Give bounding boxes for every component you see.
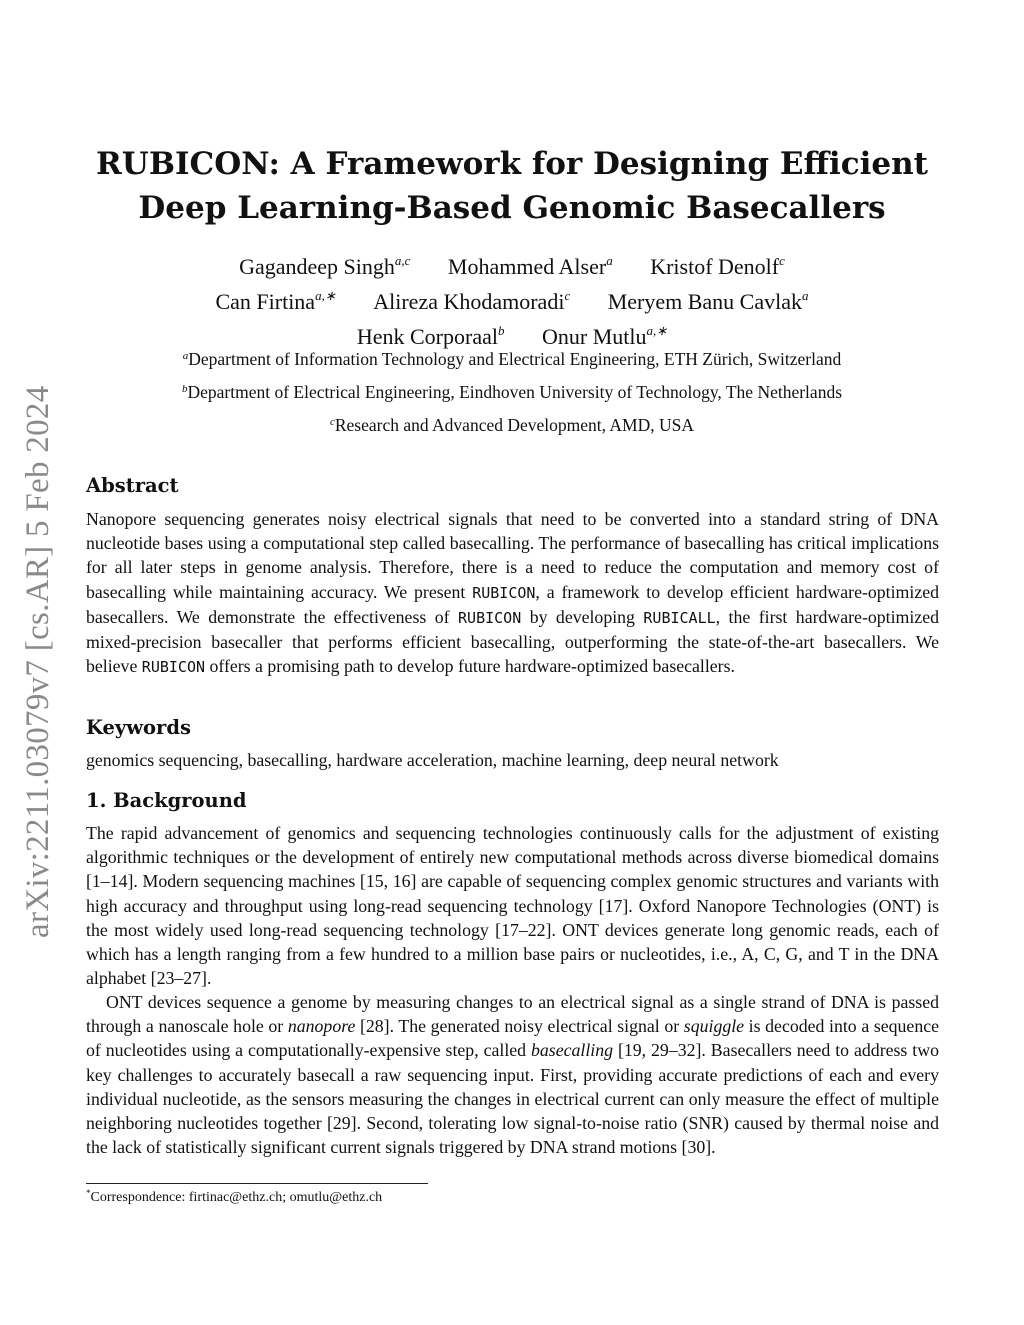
author: Mohammed Alser$^a$ [447,253,613,279]
author: Kristof Denolf$^c$ [650,253,785,279]
affiliation: $^b$Department of Electrical Engineering, Eindhoven University of Technology, The Netherlands [182,382,842,402]
code-term: RUBICALL [643,608,716,627]
code-term: RUBICON [458,608,522,627]
code-term: RUBICON [141,658,206,677]
author-row-2 [100,281,924,316]
author: Gagandeep Singh$^{a,c}$ [239,253,411,279]
arxiv-identifier-stamp: arXiv:2211.03079v7 [cs.AR] 5 Feb 2024 [20,385,56,938]
affiliation: $^a$Department of Information Technology and Electrical Engineering, ETH Zürich, Switzerland [182,349,842,369]
affiliation-list [80,341,944,440]
background-heading: 1. Background [86,789,247,812]
author: Onur Mutlu$^{a,∗}$ [541,323,668,349]
title-line-2: Deep Learning-Based Genomic Basecallers [138,190,886,226]
author: Can Firtina$^{a,∗}$ [215,288,336,314]
paper-title [80,142,944,230]
background-paragraph-1: The rapid advancement of genomics and sequencing technologies continuously calls for the adjustment of existing algorithmic techniques or the development of entirely new computational methods across diverse biomedical domains [1–14]. Modern sequencing machines [15, 16] are capable of sequencing complex genomic structures and variants with high accuracy and throughput using long-read sequencing technology [17]. Oxford Nanopore Technologies (ONT) is the most widely used long-read sequencing technology [17–22]. ONT devices generate long genomic reads, each of which has a length ranging from a few hundred to a million base pairs or nucleotides, i.e., A, C, G, and T in the DNA alphabet [23–27]. [86,823,939,989]
background-paragraph-2: ONT devices sequence a genome by measuring changes to an electrical signal as a single strand of DNA is passed through a nanoscale hole or nanopore [28]. The generated noisy electrical signal or squiggle is decoded into a sequence of nucleotides using a computationally-expensive step, called basecalling [19, 29–32]. Basecallers need to address two key challenges to accurately basecall a raw sequencing input. First, providing accurate predictions of each and every individual nucleotide, as the sensors measuring the changes in electrical current can only measure the effect of multiple neighboring nucleotides together [29]. Second, tolerating low signal-to-noise ratio (SNR) caused by thermal noise and the lack of statistically significant current signals triggered by DNA strand motions [30]. [86,992,939,1158]
title-line-1: RUBICON: A Framework for Designing Efficient [96,146,928,182]
author: Henk Corporaal$^b$ [356,323,505,349]
affiliation: $^c$Research and Advanced Development, AMD, USA [329,415,695,435]
correspondence-footnote: *Correspondence: firtinac@ethz.ch; omutlu@ethz.ch [86,1188,383,1205]
code-term: RUBICON [472,583,536,602]
author-list [100,246,924,351]
keywords-heading: Keywords [86,716,191,739]
author: Alireza Khodamoradi$^c$ [373,288,571,314]
footnote-divider [86,1183,428,1184]
keywords-text: genomics sequencing, basecalling, hardware acceleration, machine learning, deep neural network [86,750,779,770]
author: Meryem Banu Cavlak$^a$ [607,288,809,314]
author-row-1 [100,246,924,281]
abstract-text: Nanopore sequencing generates noisy electrical signals that need to be converted into a standard string of DNA nucleotide bases using a computational step called basecalling. The performance of basecalling has critical implications for all later steps in genome analysis. Therefore, there is a need to reduce the computation and memory cost of basecalling while maintaining accuracy. We present RUBICON, a framework to develop efficient hardware-optimized basecallers. We demonstrate the effectiveness of RUBICON by developing RUBICALL, the first hardware-optimized mixed-precision basecaller that performs efficient basecalling, outperforming the state-of-the-art basecallers. We believe RUBICON offers a promising path to develop future hardware-optimized basecallers. [86,509,939,677]
abstract-heading: Abstract [86,474,179,497]
